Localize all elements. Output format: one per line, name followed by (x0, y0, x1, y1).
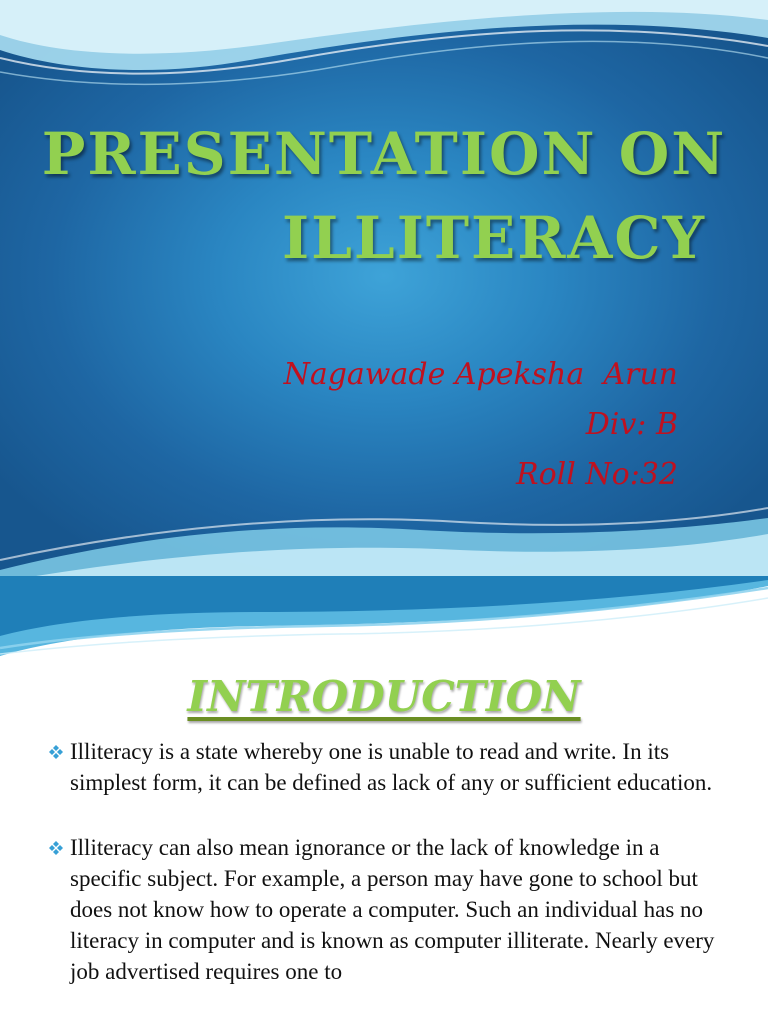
title-line-2: ILLITERACY (282, 204, 706, 272)
diamond-bullet-icon (48, 744, 64, 760)
title-line-1: PRESENTATION ON (41, 120, 727, 188)
division-label: Div: B (585, 407, 678, 442)
list-item (48, 832, 728, 987)
author-info (284, 350, 678, 500)
diamond-bullet-icon (48, 840, 64, 856)
bullet-list (48, 736, 728, 1021)
presentation-title (0, 112, 768, 280)
introduction-slide (0, 576, 768, 1024)
introduction-heading: INTRODUCTION (187, 672, 581, 721)
list-item (48, 736, 728, 798)
roll-number: Roll No:32 (516, 457, 678, 492)
bullet-text: Illiteracy is a state whereby one is unable to read and write. In its simplest form, it can be defined as lack of any or sufficient education. (70, 739, 713, 795)
top-wave-decoration (0, 0, 768, 120)
slide2-wave-decoration (0, 576, 768, 656)
bullet-text: Illiteracy can also mean ignorance or the lack of knowledge in a specific subject. For example, a person may have gone to school but does not know how to operate a computer. Such an individual has no literacy in computer and is known as computer illiterate. Nearly every job advertised requires one to (70, 835, 715, 984)
author-name: Nagawade Apeksha Arun (283, 357, 678, 392)
